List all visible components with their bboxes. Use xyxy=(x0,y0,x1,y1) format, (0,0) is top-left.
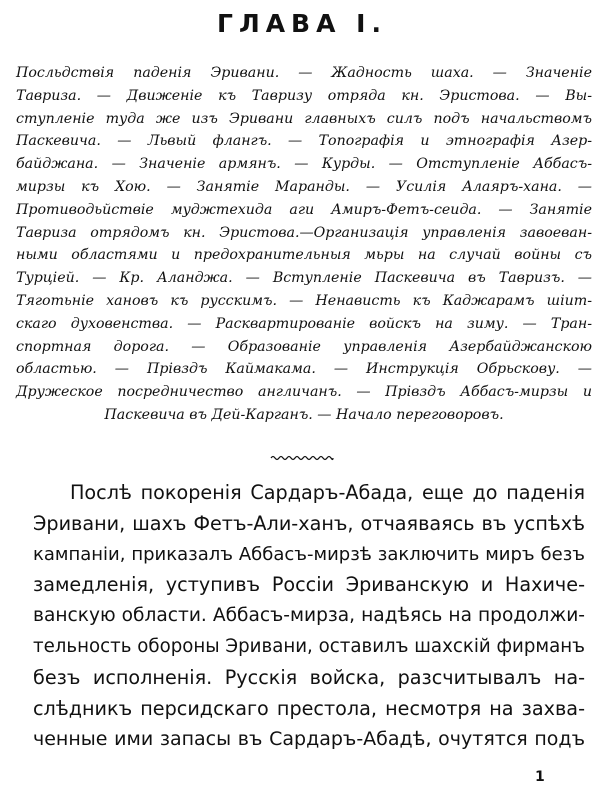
body-paragraph xyxy=(33,478,585,755)
summary-line: ступленіе туда же изъ Эривани главныхъ силъ подъ начальствомъ xyxy=(16,110,592,127)
summary-line: Дружеское посредничество англичанъ. — Прівздъ Аббасъ-мирзы и xyxy=(16,384,592,401)
body-line: Послѣ покоренія Сардаръ-Абада, еще до паденія xyxy=(70,481,585,504)
summary-line: областью. — Прівздъ Каймакама. — Инструкція Обрьскову. — xyxy=(16,361,592,378)
summary-line: Тяготьніе хановъ къ русскимъ. — Ненависть къ Каджарамъ шіит- xyxy=(16,292,592,309)
chapter-title: ГЛАВА I. xyxy=(217,9,387,38)
summary-line: Посльдствія паденія Эривани. — Жадность шаха. — Значеніе xyxy=(16,65,592,81)
body-line: ванскую области. Аббасъ-мирза, надѣясь на продолжи- xyxy=(33,605,585,627)
summary-line: скаго духовенства. — Расквартированіе войскъ на зиму. — Тран- xyxy=(16,315,592,332)
summary-line: Противодьйствіе муджтехида аги Амиръ-Фетъ-сеида. — Занятіе xyxy=(16,201,592,218)
body-line: безъ исполненія. Русскія войска, разсчитывалъ на- xyxy=(33,665,585,689)
summary-line: спортная дорога. — Образованіе управленія Азербайджанскою xyxy=(16,338,592,355)
page-number: 1 xyxy=(535,769,545,785)
body-line: Эривани, шахъ Фетъ-Али-ханъ, отчаяваясь въ успѣхѣ xyxy=(33,511,585,535)
summary-line: ными областями и предохранительныя мьры на случай войны съ xyxy=(16,247,592,264)
body-line: тельность обороны Эривани, оставилъ шахскій фирманъ xyxy=(33,635,585,657)
summary-line: мирзы къ Хою. — Занятіе Маранды. — Усилія Алаяръ-хана. — xyxy=(16,178,592,195)
body-line: кампаніи, приказалъ Аббасъ-мирзѣ заключить миръ безъ xyxy=(33,543,585,565)
summary-line: Турціей. — Кр. Аланджа. — Вступленіе Паскевича въ Тавризъ. — xyxy=(16,270,592,287)
chapter-summary xyxy=(16,62,592,427)
summary-line: Тавриза. — Движеніе къ Тавризу отряда кн. Эристова. — Вы- xyxy=(16,87,592,104)
summary-line: Паскевича. — Львый флангъ. — Топографія и этнографія Азер- xyxy=(16,133,592,150)
body-line: замедленія, уступивъ Россіи Эриванскую и Нахиче- xyxy=(33,573,585,597)
summary-line: байджана. — Значеніе армянъ. — Курды. — Отступленіе Аббасъ- xyxy=(16,156,592,173)
summary-line: Тавриза отрядомъ кн. Эристова.—Организація управленія завоеван- xyxy=(16,224,592,241)
body-line: ченные ими запасы въ Сардаръ-Абадѣ, очутятся подъ xyxy=(33,728,585,751)
body-line: слѣдникъ персидскаго престола, несмотря на захва- xyxy=(33,696,585,720)
wavy-divider xyxy=(270,454,334,462)
summary-line: Паскевича въ Дей-Карганъ. — Начало переговоровъ. xyxy=(104,406,504,423)
